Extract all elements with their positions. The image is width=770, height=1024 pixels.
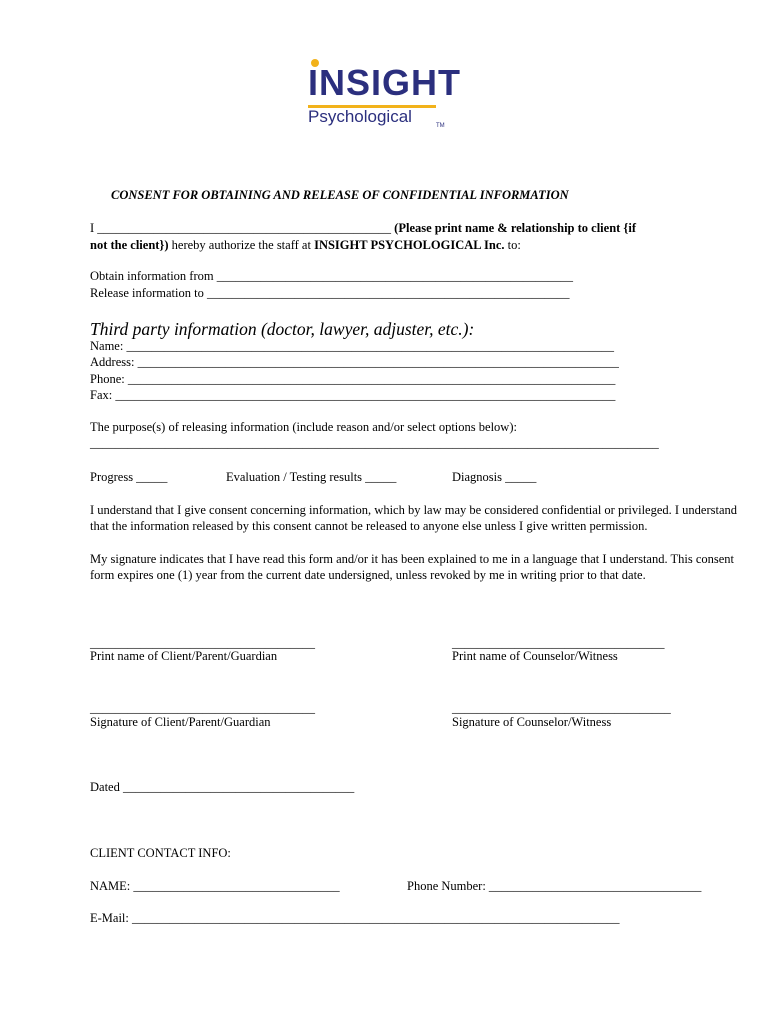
progress-option[interactable]: Progress _____ [90,470,168,484]
logo-word: INSIGHT [308,62,462,103]
diagnosis-option[interactable]: Diagnosis _____ [452,470,537,484]
third-party-address-field[interactable]: Address: _____________________________________________________________________________ [90,355,619,369]
client-email-field[interactable]: E-Mail: ______________________________________________________________________________ [90,911,620,925]
purpose-label: The purpose(s) of releasing information (include reason and/or select options below): [90,420,517,434]
company-name: INSIGHT PSYCHOLOGICAL Inc. [314,238,505,252]
client-name-field[interactable]: NAME: _________________________________ [90,879,340,893]
third-party-name-field[interactable]: Name: ______________________________________________________________________________ [90,339,614,353]
consent-statement-2: My signature indicates that I have read this form and/or it has been explained to me in a language that I understand. This consent form expires one (1) year from the current date undersigned, unless revoked by me in writing prior to that date. [90,552,735,583]
obtain-information-field[interactable]: Obtain information from _________________________________________________________ [90,269,573,283]
logo-subtitle: Psychological [308,107,412,126]
purpose-field[interactable]: ___________________________________________________________________________________________ [90,436,659,450]
print-counselor-label: Print name of Counselor/Witness [452,649,618,663]
insight-psychological-logo [300,55,462,135]
form-title: CONSENT FOR OBTAINING AND RELEASE OF CONFIDENTIAL INFORMATION [111,188,569,202]
print-counselor-line[interactable]: __________________________________ [452,636,665,650]
intro-instruction-cont: not the client}) [90,238,169,252]
third-party-phone-field[interactable]: Phone: ______________________________________________________________________________ [90,372,616,386]
evaluation-option[interactable]: Evaluation / Testing results _____ [226,470,397,484]
third-party-fax-field[interactable]: Fax: ________________________________________________________________________________ [90,388,616,402]
intro-line-2 [90,238,521,253]
intro-line-1 [90,221,636,236]
release-information-field[interactable]: Release information to __________________________________________________________ [90,286,570,300]
third-party-heading: Third party information (doctor, lawyer, adjuster, etc.): [90,319,475,339]
dated-field[interactable]: Dated _____________________________________ [90,780,355,794]
signature-client-label: Signature of Client/Parent/Guardian [90,715,271,729]
consent-statement-1: I understand that I give consent concerning information, which by law may be considered confidential or privileged. I understand that the information released by this consent cannot be released to anyone else unless I give written permission. [90,503,738,534]
print-client-line[interactable]: ____________________________________ [90,636,315,650]
intro-authorize-text: hereby authorize the staff at [171,238,311,252]
print-client-label: Print name of Client/Parent/Guardian [90,649,278,663]
client-contact-heading: CLIENT CONTACT INFO: [90,846,231,860]
client-name-field[interactable]: I _______________________________________________ [90,221,392,235]
signature-client-line[interactable]: ____________________________________ [90,701,315,715]
client-phone-field[interactable]: Phone Number: __________________________________ [407,879,702,893]
signature-counselor-label: Signature of Counselor/Witness [452,715,612,729]
logo-trademark: TM [436,123,445,129]
signature-counselor-line[interactable]: ___________________________________ [452,701,671,715]
intro-instruction: (Please print name & relationship to client {if [394,221,636,235]
intro-to-text: to: [507,238,521,252]
